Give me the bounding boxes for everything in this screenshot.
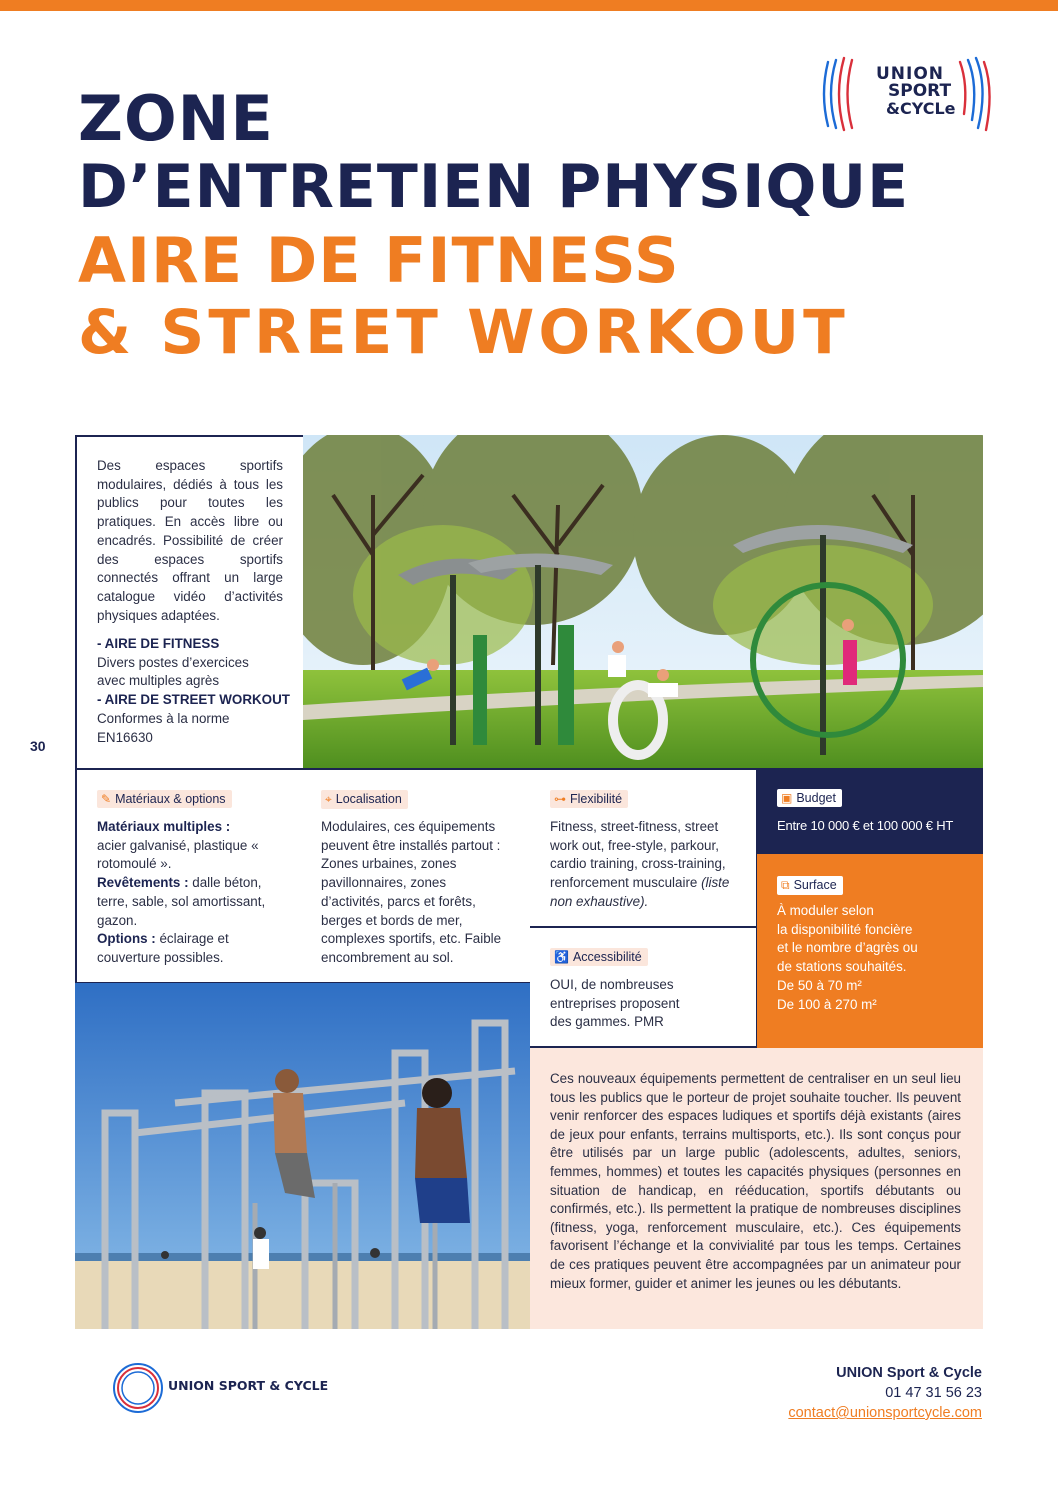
location-box bbox=[303, 768, 532, 984]
logo-union-text: UNION bbox=[876, 64, 945, 84]
location-text: Modulaires, ces équipements peuvent être installés partout : Zones urbaines, zones pavillonnaires, zones d’activités, parcs et forêts, berges et bords de mer, complexes sportifs, etc. Faible encombrement au sol. bbox=[321, 819, 502, 965]
flexibility-box bbox=[530, 768, 758, 928]
surface-line-5: De 50 à 70 m² bbox=[777, 977, 862, 993]
accessibility-box bbox=[530, 926, 758, 1048]
budget-tag-label: Budget bbox=[796, 791, 836, 805]
footer-org: UNION Sport & Cycle bbox=[836, 1365, 982, 1381]
fitness-text: Divers postes d’exercices avec multiples agrès bbox=[97, 654, 249, 689]
accessibility-text: OUI, de nombreuses entreprises proposent des gammes. PMR bbox=[550, 977, 680, 1030]
flexibility-note: (liste non exhaustive). bbox=[550, 875, 730, 909]
surface-tag-label: Surface bbox=[793, 878, 837, 892]
options-label: Options : bbox=[97, 931, 156, 947]
flexibility-tag bbox=[550, 790, 628, 808]
title-line-2: D’ENTRETIEN PHYSIQUE bbox=[78, 152, 910, 222]
footer-phone: 01 47 31 56 23 bbox=[885, 1385, 982, 1401]
surface-tag bbox=[777, 876, 843, 895]
surface-line-4: de stations souhaités. bbox=[777, 959, 907, 975]
title-line-1: ZONE bbox=[78, 82, 274, 155]
fitness-area-photo bbox=[303, 435, 983, 768]
logo-sport-text: SPORT bbox=[888, 81, 952, 102]
union-sport-cycle-logo bbox=[818, 54, 994, 134]
dumbbell-icon: ⊶ bbox=[554, 792, 566, 806]
title-line-3: AIRE DE FITNESS bbox=[78, 224, 680, 297]
budget-text: Entre 10 000 € et 100 000 € HT bbox=[777, 818, 954, 833]
top-accent-bar bbox=[0, 0, 1058, 11]
budget-tag bbox=[777, 789, 842, 807]
footer-logo bbox=[110, 1358, 330, 1418]
accessibility-tag bbox=[550, 948, 648, 966]
description-panel bbox=[530, 1048, 983, 1329]
materials-box bbox=[75, 768, 305, 984]
footer-logo-text: UNION SPORT & CYCLE bbox=[168, 1378, 329, 1393]
street-workout-text: Conformes à la norme EN16630 bbox=[97, 710, 230, 745]
flexibility-text: Fitness, street-fitness, street work out, free-style, parkour, cardio training, cross-training, renforcement musculaire bbox=[550, 819, 726, 891]
wallet-icon: ▣ bbox=[781, 791, 793, 805]
title-line-4: & STREET WORKOUT bbox=[78, 297, 849, 368]
intro-box bbox=[75, 435, 305, 770]
street-workout-heading: - AIRE DE STREET WORKOUT bbox=[97, 692, 290, 708]
footer-contact bbox=[788, 1363, 982, 1423]
budget-box bbox=[757, 768, 983, 854]
materials-tag bbox=[97, 790, 232, 808]
coatings-label: Revêtements : bbox=[97, 875, 189, 891]
surface-line-1: À moduler selon bbox=[777, 903, 874, 918]
surface-line-6: De 100 à 270 m² bbox=[777, 996, 877, 1012]
flexibility-tag-label: Flexibilité bbox=[570, 792, 623, 806]
fitness-heading: - AIRE DE FITNESS bbox=[97, 636, 220, 651]
coatings-text: dalle béton, terre, sable, sol amortissant, gazon. bbox=[97, 875, 266, 928]
wheelchair-icon: ♿ bbox=[554, 950, 569, 964]
location-tag-label: Localisation bbox=[335, 792, 402, 806]
description-text: Ces nouveaux équipements permettent de centraliser en un seul lieu tous les publics que le porteur de projet souhaite toucher. Ils peuvent venir renforcer des espaces ludiques et sportifs déjà existants (aires de jeux pour enfants, terrains multisports, etc.). Ils sont conçus pour être utilisés par un large public (adolescents, adultes, seniors, femmes, hommes) et toutes les capacités physiques (personnes en situation de handicap, en rééducation, sportifs débutants ou confirmés, etc.). Ils permettent la pratique de nombreuses disciplines (fitness, yoga, renforcement musculaire, etc.). Ces équipements favorisent l’échange et la convivialité par tous les temps. Certaines de ces pratiques peuvent être accompagnées par un animateur pour mieux former, guider et animer les jeunes ou les débutants. bbox=[550, 1071, 961, 1291]
footer-email-link[interactable]: contact@unionsportcycle.com bbox=[788, 1405, 982, 1421]
location-tag bbox=[321, 790, 408, 809]
street-workout-photo bbox=[75, 983, 530, 1329]
accessibility-tag-label: Accessibilité bbox=[572, 950, 642, 964]
logo-cycle-text: &CYCLe bbox=[886, 98, 956, 118]
options-text: éclairage et couverture possibles. bbox=[97, 931, 229, 965]
location-pin-icon: ⌖ bbox=[325, 792, 332, 806]
surface-line-3: et le nombre d’agrès ou bbox=[777, 940, 918, 956]
materials-label: Matériaux multiples : bbox=[97, 819, 231, 834]
materials-tag-label: Matériaux & options bbox=[115, 792, 226, 806]
page-number: 30 bbox=[30, 738, 46, 754]
surface-line-2: la disponibilité foncière bbox=[777, 921, 913, 937]
materials-text: acier galvanisé, plastique « rotomoulé ». bbox=[97, 837, 259, 872]
area-icon: ⧉ bbox=[781, 878, 790, 892]
surface-box bbox=[757, 854, 983, 1048]
intro-text: Des espaces sportifs modulaires, dédiés à tous les publics pour toutes les pratiques. En accès libre ou encadrés. Possibilité de créer des espaces sportifs connectés offrant un large catalogue vidéo d’activités physiques adaptées. bbox=[97, 458, 283, 623]
brush-icon: ✎ bbox=[101, 792, 112, 806]
